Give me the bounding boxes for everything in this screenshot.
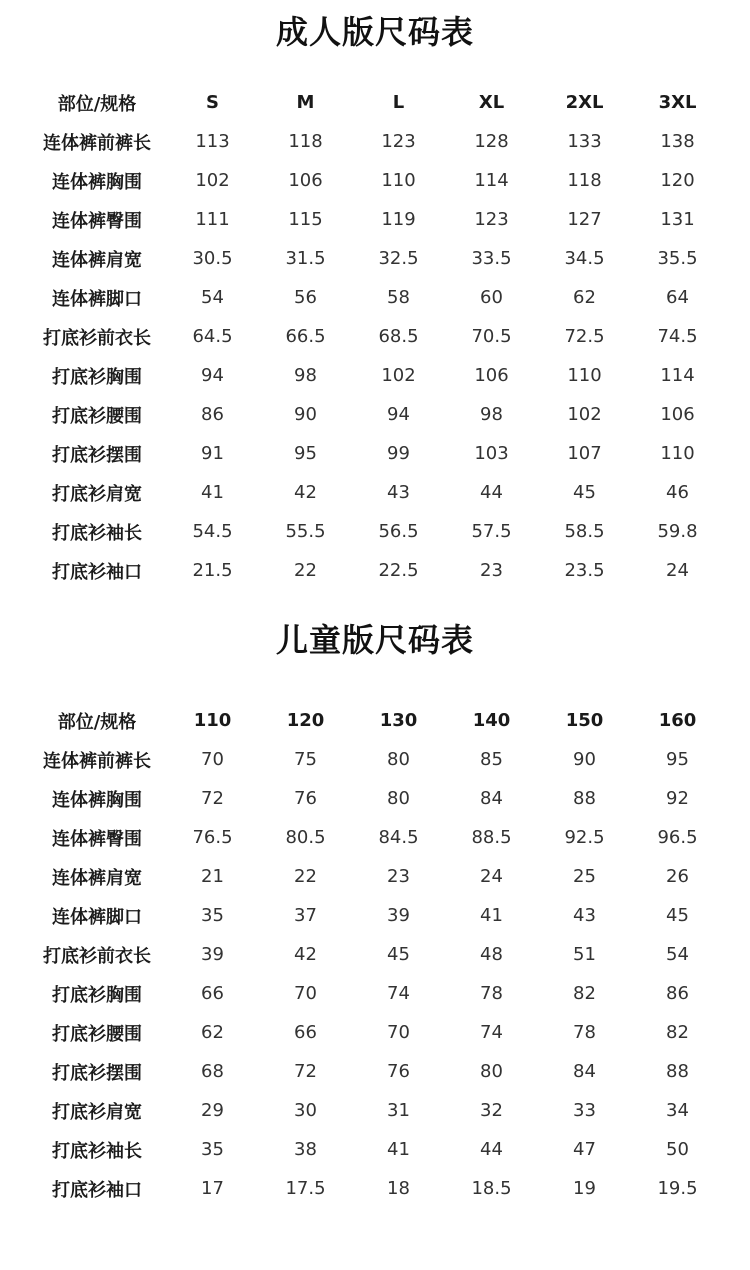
row-label: 打底衫袖口 <box>52 1179 142 1201</box>
row-label: 打底衫胸围 <box>52 984 142 1006</box>
table-header-row <box>28 83 726 122</box>
measurement-cell: 120 <box>660 170 695 191</box>
table-row <box>28 1169 726 1208</box>
measurement-cell: 72 <box>201 788 224 809</box>
measurement-cell: 42 <box>294 482 317 503</box>
measurement-cell: 56.5 <box>378 521 419 542</box>
measurement-cell: 33 <box>573 1100 596 1121</box>
table-row <box>28 1091 726 1130</box>
measurement-cell: 88 <box>573 788 596 809</box>
measurement-cell: 35 <box>201 1139 224 1160</box>
table-row <box>28 896 726 935</box>
measurement-cell: 102 <box>381 365 416 386</box>
row-label: 打底衫腰围 <box>52 405 142 427</box>
measurement-cell: 38 <box>294 1139 317 1160</box>
row-label: 连体裤前裤长 <box>43 750 151 772</box>
measurement-cell: 22 <box>294 866 317 887</box>
measurement-cell: 24 <box>480 866 503 887</box>
table-row <box>28 200 726 239</box>
row-label: 打底衫前衣长 <box>43 327 151 349</box>
measurement-cell: 22 <box>294 560 317 581</box>
column-header-size: XL <box>478 92 505 113</box>
column-header-part: 部位/规格 <box>57 93 137 115</box>
row-label: 打底衫摆围 <box>52 1062 142 1084</box>
row-label: 连体裤肩宽 <box>52 867 142 889</box>
measurement-cell: 95 <box>666 749 689 770</box>
measurement-cell: 91 <box>201 443 224 464</box>
measurement-cell: 59.8 <box>657 521 698 542</box>
table-row <box>28 1052 726 1091</box>
measurement-cell: 111 <box>195 209 230 230</box>
measurement-cell: 22.5 <box>378 560 419 581</box>
measurement-cell: 44 <box>480 1139 503 1160</box>
measurement-cell: 17.5 <box>285 1178 326 1199</box>
table-row <box>28 434 726 473</box>
column-header-size: 140 <box>472 710 511 731</box>
measurement-cell: 41 <box>387 1139 410 1160</box>
column-header-size: 120 <box>286 710 325 731</box>
measurement-cell: 118 <box>288 131 323 152</box>
measurement-cell: 110 <box>567 365 602 386</box>
measurement-cell: 72.5 <box>564 326 605 347</box>
measurement-cell: 80 <box>480 1061 503 1082</box>
measurement-cell: 74 <box>480 1022 503 1043</box>
measurement-cell: 45 <box>666 905 689 926</box>
measurement-cell: 30 <box>294 1100 317 1121</box>
measurement-cell: 84 <box>480 788 503 809</box>
measurement-cell: 41 <box>480 905 503 926</box>
measurement-cell: 131 <box>660 209 695 230</box>
row-label: 打底衫袖长 <box>52 522 142 544</box>
measurement-cell: 18 <box>387 1178 410 1199</box>
measurement-cell: 128 <box>474 131 509 152</box>
measurement-cell: 62 <box>201 1022 224 1043</box>
measurement-cell: 114 <box>474 170 509 191</box>
measurement-cell: 48 <box>480 944 503 965</box>
column-header-size: S <box>206 92 219 113</box>
table-row <box>28 317 726 356</box>
measurement-cell: 31 <box>387 1100 410 1121</box>
child-size-table <box>28 701 726 1208</box>
measurement-cell: 138 <box>660 131 695 152</box>
table-row <box>28 740 726 779</box>
row-label: 打底衫腰围 <box>52 1023 142 1045</box>
measurement-cell: 43 <box>573 905 596 926</box>
measurement-cell: 106 <box>660 404 695 425</box>
measurement-cell: 76 <box>387 1061 410 1082</box>
measurement-cell: 29 <box>201 1100 224 1121</box>
measurement-cell: 86 <box>666 983 689 1004</box>
measurement-cell: 88 <box>666 1061 689 1082</box>
column-header-size: L <box>392 92 405 113</box>
measurement-cell: 39 <box>387 905 410 926</box>
measurement-cell: 106 <box>288 170 323 191</box>
measurement-cell: 66 <box>201 983 224 1004</box>
measurement-cell: 31.5 <box>285 248 326 269</box>
measurement-cell: 96.5 <box>657 827 698 848</box>
measurement-cell: 127 <box>567 209 602 230</box>
measurement-cell: 82 <box>573 983 596 1004</box>
measurement-cell: 123 <box>474 209 509 230</box>
column-header-size: 2XL <box>565 92 604 113</box>
measurement-cell: 90 <box>294 404 317 425</box>
row-label: 连体裤胸围 <box>52 789 142 811</box>
measurement-cell: 54 <box>201 287 224 308</box>
table-row <box>28 818 726 857</box>
measurement-cell: 95 <box>294 443 317 464</box>
measurement-cell: 113 <box>195 131 230 152</box>
row-label: 连体裤臀围 <box>52 210 142 232</box>
row-label: 打底衫摆围 <box>52 444 142 466</box>
measurement-cell: 45 <box>387 944 410 965</box>
measurement-cell: 41 <box>201 482 224 503</box>
measurement-cell: 90 <box>573 749 596 770</box>
measurement-cell: 46 <box>666 482 689 503</box>
measurement-cell: 43 <box>387 482 410 503</box>
measurement-cell: 19.5 <box>657 1178 698 1199</box>
measurement-cell: 78 <box>573 1022 596 1043</box>
measurement-cell: 64 <box>666 287 689 308</box>
measurement-cell: 84 <box>573 1061 596 1082</box>
table-row <box>28 974 726 1013</box>
measurement-cell: 75 <box>294 749 317 770</box>
measurement-cell: 47 <box>573 1139 596 1160</box>
measurement-cell: 30.5 <box>192 248 233 269</box>
measurement-cell: 80 <box>387 788 410 809</box>
measurement-cell: 64.5 <box>192 326 233 347</box>
table-row <box>28 551 726 590</box>
measurement-cell: 119 <box>381 209 416 230</box>
measurement-cell: 123 <box>381 131 416 152</box>
measurement-cell: 23 <box>480 560 503 581</box>
column-header-size: 160 <box>658 710 697 731</box>
column-header-size: 3XL <box>658 92 697 113</box>
row-label: 连体裤脚口 <box>52 906 142 928</box>
measurement-cell: 94 <box>387 404 410 425</box>
row-label: 打底衫肩宽 <box>52 483 142 505</box>
measurement-cell: 58 <box>387 287 410 308</box>
measurement-cell: 80.5 <box>285 827 326 848</box>
measurement-cell: 106 <box>474 365 509 386</box>
measurement-cell: 45 <box>573 482 596 503</box>
measurement-cell: 82 <box>666 1022 689 1043</box>
column-header-size: 130 <box>379 710 418 731</box>
measurement-cell: 56 <box>294 287 317 308</box>
measurement-cell: 17 <box>201 1178 224 1199</box>
measurement-cell: 33.5 <box>471 248 512 269</box>
measurement-cell: 18.5 <box>471 1178 512 1199</box>
table-row <box>28 473 726 512</box>
table-row <box>28 857 726 896</box>
measurement-cell: 60 <box>480 287 503 308</box>
table-row <box>28 239 726 278</box>
adult-size-table <box>28 83 726 590</box>
measurement-cell: 92 <box>666 788 689 809</box>
measurement-cell: 34 <box>666 1100 689 1121</box>
measurement-cell: 58.5 <box>564 521 605 542</box>
measurement-cell: 68 <box>201 1061 224 1082</box>
row-label: 连体裤肩宽 <box>52 249 142 271</box>
measurement-cell: 76.5 <box>192 827 233 848</box>
measurement-cell: 74 <box>387 983 410 1004</box>
adult-size-title: 成人版尺码表 <box>275 13 474 51</box>
measurement-cell: 35 <box>201 905 224 926</box>
row-label: 连体裤脚口 <box>52 288 142 310</box>
measurement-cell: 35.5 <box>657 248 698 269</box>
table-row <box>28 278 726 317</box>
measurement-cell: 54 <box>666 944 689 965</box>
row-label: 连体裤臀围 <box>52 828 142 850</box>
column-header-part: 部位/规格 <box>57 711 137 733</box>
measurement-cell: 103 <box>474 443 509 464</box>
measurement-cell: 21.5 <box>192 560 233 581</box>
table-row <box>28 1013 726 1052</box>
measurement-cell: 115 <box>288 209 323 230</box>
measurement-cell: 26 <box>666 866 689 887</box>
measurement-cell: 70 <box>201 749 224 770</box>
measurement-cell: 78 <box>480 983 503 1004</box>
measurement-cell: 118 <box>567 170 602 191</box>
measurement-cell: 98 <box>480 404 503 425</box>
measurement-cell: 85 <box>480 749 503 770</box>
measurement-cell: 44 <box>480 482 503 503</box>
measurement-cell: 66 <box>294 1022 317 1043</box>
measurement-cell: 19 <box>573 1178 596 1199</box>
measurement-cell: 76 <box>294 788 317 809</box>
table-row <box>28 122 726 161</box>
measurement-cell: 110 <box>381 170 416 191</box>
measurement-cell: 66.5 <box>285 326 326 347</box>
measurement-cell: 32.5 <box>378 248 419 269</box>
measurement-cell: 92.5 <box>564 827 605 848</box>
measurement-cell: 88.5 <box>471 827 512 848</box>
row-label: 打底衫袖长 <box>52 1140 142 1162</box>
measurement-cell: 42 <box>294 944 317 965</box>
measurement-cell: 51 <box>573 944 596 965</box>
table-row <box>28 935 726 974</box>
row-label: 打底衫肩宽 <box>52 1101 142 1123</box>
measurement-cell: 39 <box>201 944 224 965</box>
row-label: 打底衫袖口 <box>52 561 142 583</box>
measurement-cell: 74.5 <box>657 326 698 347</box>
measurement-cell: 57.5 <box>471 521 512 542</box>
measurement-cell: 23.5 <box>564 560 605 581</box>
measurement-cell: 24 <box>666 560 689 581</box>
measurement-cell: 21 <box>201 866 224 887</box>
column-header-size: 110 <box>193 710 232 731</box>
measurement-cell: 72 <box>294 1061 317 1082</box>
table-row <box>28 161 726 200</box>
column-header-size: 150 <box>565 710 604 731</box>
row-label: 打底衫胸围 <box>52 366 142 388</box>
table-header-row <box>28 701 726 740</box>
measurement-cell: 98 <box>294 365 317 386</box>
measurement-cell: 70 <box>387 1022 410 1043</box>
table-row <box>28 1130 726 1169</box>
measurement-cell: 80 <box>387 749 410 770</box>
measurement-cell: 70.5 <box>471 326 512 347</box>
measurement-cell: 102 <box>195 170 230 191</box>
row-label: 连体裤胸围 <box>52 171 142 193</box>
measurement-cell: 34.5 <box>564 248 605 269</box>
measurement-cell: 50 <box>666 1139 689 1160</box>
measurement-cell: 25 <box>573 866 596 887</box>
measurement-cell: 99 <box>387 443 410 464</box>
measurement-cell: 54.5 <box>192 521 233 542</box>
measurement-cell: 32 <box>480 1100 503 1121</box>
measurement-cell: 62 <box>573 287 596 308</box>
measurement-cell: 94 <box>201 365 224 386</box>
measurement-cell: 107 <box>567 443 602 464</box>
measurement-cell: 110 <box>660 443 695 464</box>
measurement-cell: 84.5 <box>378 827 419 848</box>
table-row <box>28 395 726 434</box>
table-row <box>28 512 726 551</box>
measurement-cell: 37 <box>294 905 317 926</box>
measurement-cell: 70 <box>294 983 317 1004</box>
measurement-cell: 23 <box>387 866 410 887</box>
row-label: 打底衫前衣长 <box>43 945 151 967</box>
row-label: 连体裤前裤长 <box>43 132 151 154</box>
child-size-title: 儿童版尺码表 <box>275 621 474 659</box>
measurement-cell: 114 <box>660 365 695 386</box>
measurement-cell: 133 <box>567 131 602 152</box>
measurement-cell: 102 <box>567 404 602 425</box>
measurement-cell: 68.5 <box>378 326 419 347</box>
table-row <box>28 779 726 818</box>
column-header-size: M <box>296 92 315 113</box>
measurement-cell: 86 <box>201 404 224 425</box>
measurement-cell: 55.5 <box>285 521 326 542</box>
table-row <box>28 356 726 395</box>
